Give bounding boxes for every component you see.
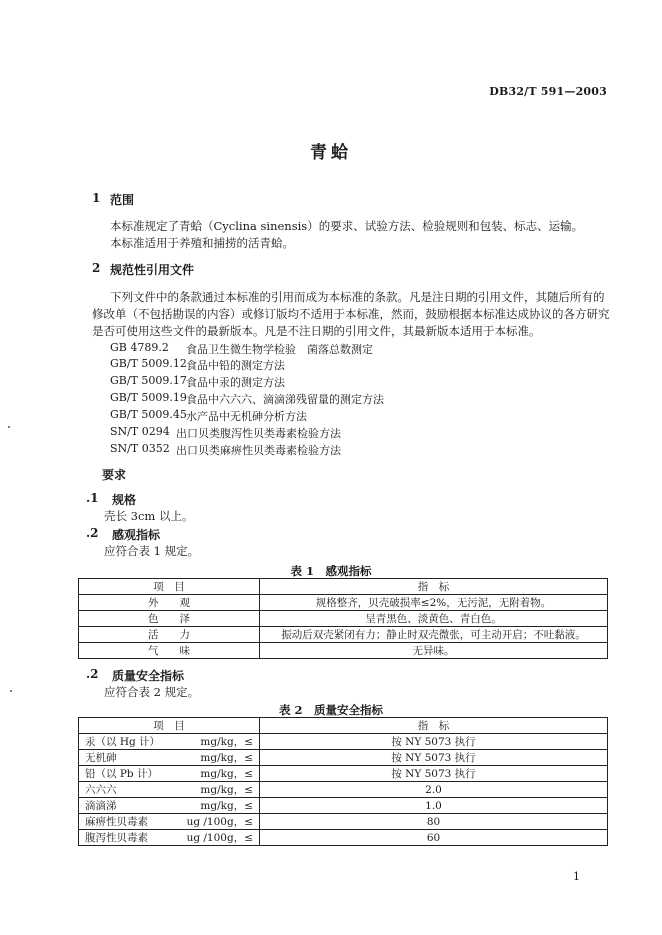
ref-title: 食品中汞的测定方法 <box>186 376 285 389</box>
table-cell-value: 振动后双壳紧闭有力；静止时双壳微张，可主动开启；不吐黏液。 <box>260 627 608 643</box>
table-cell-value: 80 <box>260 814 608 830</box>
ref-code: GB/T 5009.17 <box>110 374 187 387</box>
table-cell-value: 60 <box>260 830 608 846</box>
table-row <box>79 595 608 611</box>
subsection-heading: 规格 <box>112 493 137 507</box>
table-cell-value: 按 NY 5073 执行 <box>260 766 608 782</box>
ref-code: SN/T 0294 <box>110 425 170 438</box>
table-row <box>79 611 608 627</box>
quality-safety-table <box>78 717 608 846</box>
item-unit: ug /100g，≤ <box>186 832 253 844</box>
subsection-heading: 感观指标 <box>112 528 161 542</box>
table-row <box>79 782 608 798</box>
ref-title: 水产品中无机砷分析方法 <box>186 410 307 423</box>
item-unit: mg/kg，≤ <box>200 736 253 748</box>
table-cell-item: 外 观 <box>79 595 260 611</box>
section-2-intro-line: 修改单（不包括勘误的内容）或修订版均不适用于本标准，然而，鼓励根据本标准达成协议的各方研究 <box>92 307 610 321</box>
item-unit: mg/kg，≤ <box>200 800 253 812</box>
table-cell-item <box>79 782 260 798</box>
table-row <box>79 643 608 659</box>
ref-code: GB 4789.2 <box>110 341 169 354</box>
sensory-table <box>78 578 608 659</box>
ref-code: GB/T 5009.45 <box>110 408 187 421</box>
section-2-intro-line: 是否可使用这些文件的最新版本。凡是不注日期的引用文件，其最新版本适用于本标准。 <box>92 324 541 338</box>
table-cell-item <box>79 814 260 830</box>
table-cell-item: 色 泽 <box>79 611 260 627</box>
ref-code: GB/T 5009.12 <box>110 357 187 370</box>
table-cell-value: 按 NY 5073 执行 <box>260 750 608 766</box>
section-3-heading: 要求 <box>102 468 127 482</box>
ref-title: 出口贝类麻痹性贝类毒素检验方法 <box>176 444 341 457</box>
item-name: 汞（以 Hg 计） <box>85 736 161 748</box>
subsection-number: .1 <box>86 491 99 505</box>
item-unit: mg/kg，≤ <box>200 768 253 780</box>
ref-code: SN/T 0352 <box>110 442 170 455</box>
table-header-row <box>79 579 608 595</box>
item-name: 滴滴涕 <box>85 800 117 812</box>
table-row <box>79 750 608 766</box>
table-header-cell: 指 标 <box>260 718 608 734</box>
item-unit: ug /100g，≤ <box>186 816 253 828</box>
document-code: DB32/T 591—2003 <box>489 85 607 98</box>
item-name: 腹泻性贝毒素 <box>85 832 148 844</box>
item-name: 六六六 <box>85 784 117 796</box>
ref-title: 食品中六六六、滴滴涕残留量的测定方法 <box>186 393 384 406</box>
section-1-number: 1 <box>92 191 101 205</box>
scan-speck <box>8 426 10 428</box>
subsection-number: .2 <box>86 526 99 540</box>
table-row <box>79 798 608 814</box>
section-1-heading: 范围 <box>110 193 135 207</box>
section-2-number: 2 <box>92 261 101 275</box>
table-cell-value: 呈青黑色、淡黄色、青白色。 <box>260 611 608 627</box>
table-row <box>79 766 608 782</box>
section-1-para-1: 本标准规定了青蛤（Cyclina sinensis）的要求、试验方法、检验规则和包装、标志、运输。 <box>110 219 584 233</box>
section-1-para-2: 本标准适用于养殖和捕捞的活青蛤。 <box>110 236 294 250</box>
ref-title: 食品卫生微生物学检验 菌落总数测定 <box>186 343 373 356</box>
table-cell-item: 气 味 <box>79 643 260 659</box>
item-name: 铅（以 Pb 计） <box>85 768 158 780</box>
table-cell-item <box>79 798 260 814</box>
subsection-text: 应符合表 1 规定。 <box>104 544 200 558</box>
table-row <box>79 830 608 846</box>
subsection-text: 壳长 3cm 以上。 <box>104 509 194 523</box>
table-cell-value: 1.0 <box>260 798 608 814</box>
page-number: 1 <box>573 870 580 883</box>
subsection-text: 应符合表 2 规定。 <box>104 685 200 699</box>
scan-speck <box>10 690 12 692</box>
table-cell-value: 规格整齐，贝壳破损率≤2%，无污泥，无附着物。 <box>260 595 608 611</box>
table-cell-value: 2.0 <box>260 782 608 798</box>
table-header-cell: 项 目 <box>79 718 260 734</box>
document-title: 青蛤 <box>310 143 352 163</box>
table-header-cell: 指 标 <box>260 579 608 595</box>
table-cell-item <box>79 750 260 766</box>
item-name: 无机砷 <box>85 752 117 764</box>
table-row <box>79 734 608 750</box>
table-cell-item: 活 力 <box>79 627 260 643</box>
item-name: 麻痹性贝毒素 <box>85 816 148 828</box>
table-1-caption: 表 1 感观指标 <box>290 564 372 578</box>
ref-code: GB/T 5009.19 <box>110 391 187 404</box>
table-row <box>79 814 608 830</box>
ref-title: 食品中铅的测定方法 <box>186 359 285 372</box>
table-cell-value: 按 NY 5073 执行 <box>260 734 608 750</box>
table-2-caption: 表 2 质量安全指标 <box>278 703 383 717</box>
table-cell-value: 无异味。 <box>260 643 608 659</box>
item-unit: mg/kg，≤ <box>200 752 253 764</box>
item-unit: mg/kg，≤ <box>200 784 253 796</box>
table-cell-item <box>79 734 260 750</box>
table-cell-item <box>79 766 260 782</box>
subsection-number: .2 <box>86 667 99 681</box>
section-2-heading: 规范性引用文件 <box>110 263 195 277</box>
table-row <box>79 627 608 643</box>
section-2-intro-line: 下列文件中的条款通过本标准的引用而成为本标准的条款。凡是注日期的引用文件，其随后所有的 <box>110 290 605 304</box>
table-header-row <box>79 718 608 734</box>
table-header-cell: 项 目 <box>79 579 260 595</box>
subsection-heading: 质量安全指标 <box>112 669 185 683</box>
table-cell-item <box>79 830 260 846</box>
ref-title: 出口贝类腹泻性贝类毒素检验方法 <box>176 427 341 440</box>
